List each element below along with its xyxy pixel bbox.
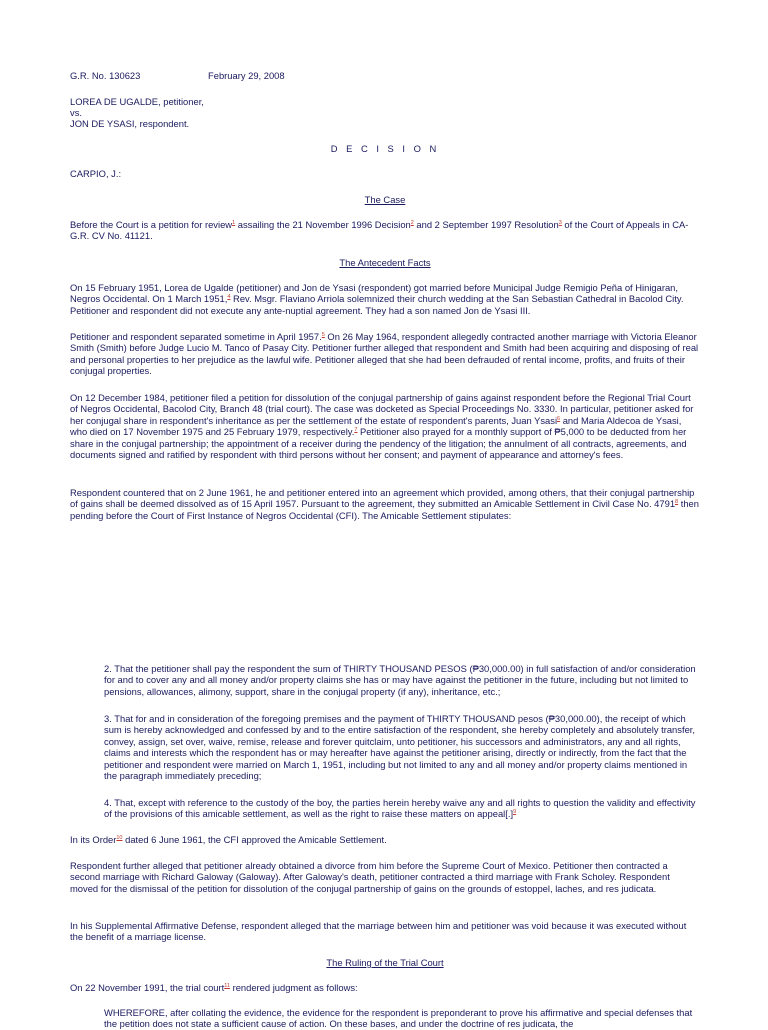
settlement-clause-4: 4. That, except with reference to the custody of the boy, the parties herein hereby waive any and all rights to question the validity and effectivity of the provisions of this amicable settlement, as well as the right to raise these matters on appeal[.]$^9$ (104, 797, 696, 820)
gr-number: G.R. No. 130623 (70, 70, 141, 81)
paragraph-7: Respondent further alleged that petitioner already obtained a divorce from him before the Supreme Court of Mexico. Petitioner then contracted a second marriage with Richard Galoway (Galoway). After Galoway's death, petitioner contracted a third marriage with Frank Scholey. Respondent moved for the dismissal of the petition for dissolution of the conjugal partnership of gains on the grounds of estoppel, laches, and res judicata. (70, 860, 670, 894)
footnote-link-6[interactable]: 6 (557, 415, 561, 422)
decision-title: D E C I S I O N (330, 143, 440, 154)
footnote-link-2[interactable]: 2 (410, 219, 414, 226)
paragraph-8: In his Supplemental Affirmative Defense, respondent alleged that the marriage between him and petitioner was void because it was executed without the benefit of a marriage license. (70, 920, 687, 943)
respondent-line: JON DE YSASI, respondent. (70, 118, 190, 129)
decision-date: February 29, 2008 (208, 70, 285, 81)
versus-line: vs. (70, 107, 82, 118)
footnote-link-11[interactable]: 11 (224, 982, 230, 989)
paragraph-2: On 15 February 1951, Lorea de Ugalde (petitioner) and Jon de Ysasi (respondent) got married before Municipal Judge Remigio Peña of Hinigaran, Negros Occidental. On 1 March 1951,$^4$ Rev. Msgr. Flaviano Arriola solemnized their church wedding at the San Sebastian Cathedral in Bacolod City. Petitioner and respondent did not execute any ante-nuptial agreement. They had a son named Jon de Ysasi III. (70, 282, 684, 316)
paragraph-5: Respondent countered that on 2 June 1961, he and petitioner entered into an agreement which provided, among others, that their conjugal partnership of gains shall be deemed dissolved as of 15 April 1957. Pursuant to the agreement, they submitted an Amicable Settlement in Civil Case No. 4791$^8$ then pending before the Court of First Instance of Negros Occidental (CFI). The Amicable Settlement stipulates: (70, 487, 699, 521)
footnote-link-10[interactable]: 10 (116, 834, 123, 841)
footnote-link-8[interactable]: 8 (675, 499, 679, 506)
footnote-link-1[interactable]: 1 (232, 219, 236, 226)
heading-ruling-trial-court: The Ruling of the Trial Court (326, 957, 444, 968)
heading-antecedent-facts: The Antecedent Facts (339, 257, 431, 268)
footnote-link-3[interactable]: 3 (558, 219, 562, 226)
paragraph-4: On 12 December 1984, petitioner filed a petition for dissolution of the conjugal partnership of gains against respondent before the Regional Trial Court of Negros Occidental, Bacolod City, Branch 48 (trial court). The case was docketed as Special Proceedings No. 3330. In particular, petitioner asked for her conjugal share in respondent's inheritance as per the settlement of the estate of respondent's parents, Juan Ysasi$^6$ and Maria Aldecoa de Ysasi, who died on 17 November 1975 and 25 February 1979, respectively.$^7$ Petitioner also prayed for a monthly support of ₱5,000 to be deducted from her share in the conjugal partnership; the appointment of a receiver during the pendency of the litigation; the annulment of all contracts, agreements, and documents signed and ratified by respondent with third persons without her consent; and payment of appearance and attorney's fees. (70, 392, 694, 461)
footnote-link-9[interactable]: 9 (513, 809, 517, 816)
paragraph-6: In its Order$^{10}$ dated 6 June 1961, the CFI approved the Amicable Settlement. (70, 834, 387, 845)
trial-court-dispositive: WHEREFORE, after collating the evidence, the evidence for the respondent is preponderant to prove his affirmative and special defenses that the petition does not state a sufficient cause of action. On these bases, and under the doctrine of res judicata, the (104, 1007, 693, 1030)
footnote-link-7[interactable]: 7 (354, 427, 358, 434)
paragraph-1: Before the Court is a petition for review$^1$ assailing the 21 November 1996 Decision$^2$ and 2 September 1997 Resolution$^3$ of the Court of Appeals in CA-G.R. CV No. 41121. (70, 219, 689, 242)
paragraph-3: Petitioner and respondent separated sometime in April 1957.$^5$ On 26 May 1964, respondent allegedly contracted another marriage with Victoria Eleanor Smith (Smith) before Judge Lucio M. Tanco of Pasay City. Petitioner further alleged that respondent and Smith had been acquiring and disposing of real and personal properties to her prejudice as the lawful wife. Petitioner alleged that she had been defrauded of rental income, profits, and fruits of their conjugal properties. (70, 331, 699, 377)
footnote-link-4[interactable]: 4 (227, 294, 231, 301)
petitioner-line: LOREA DE UGALDE, petitioner, (70, 96, 204, 107)
case-header (70, 70, 700, 81)
ponente: CARPIO, J.: (70, 168, 122, 179)
settlement-clause-2: 2. That the petitioner shall pay the respondent the sum of THIRTY THOUSAND PESOS (₱30,000.00) in full satisfaction of and/or consideration for and to cover any and all money and/or property claims she has or may have against the petitioner in the future, including but not limited to pensions, allowances, alimony, support, share in the conjugal property (if any), inheritance, etc.; (104, 663, 696, 697)
paragraph-9: On 22 November 1991, the trial court$^{11}$ rendered judgment as follows: (70, 982, 358, 993)
heading-the-case: The Case (364, 194, 406, 205)
footnote-link-5[interactable]: 5 (321, 331, 325, 338)
settlement-clause-3: 3. That for and in consideration of the foregoing premises and the payment of THIRTY THOUSAND pesos (₱30,000.00), the receipt of which sum is hereby acknowledged and confessed by and to the entire satisfaction of the respondent, she hereby completely and absolutely transfer, convey, assign, set over, waive, remise, release and forever quitclaim, unto petitioner, his successors and administrators, any and all rights, claims and interests which the respondent has or may hereafter have against the petitioner arising, directly or indirectly, from the fact that the petitioner and respondent were married on March 1, 1951, including but not limited to any and all money and/or property claims mentioned in the paragraph immediately preceding; (104, 713, 695, 782)
